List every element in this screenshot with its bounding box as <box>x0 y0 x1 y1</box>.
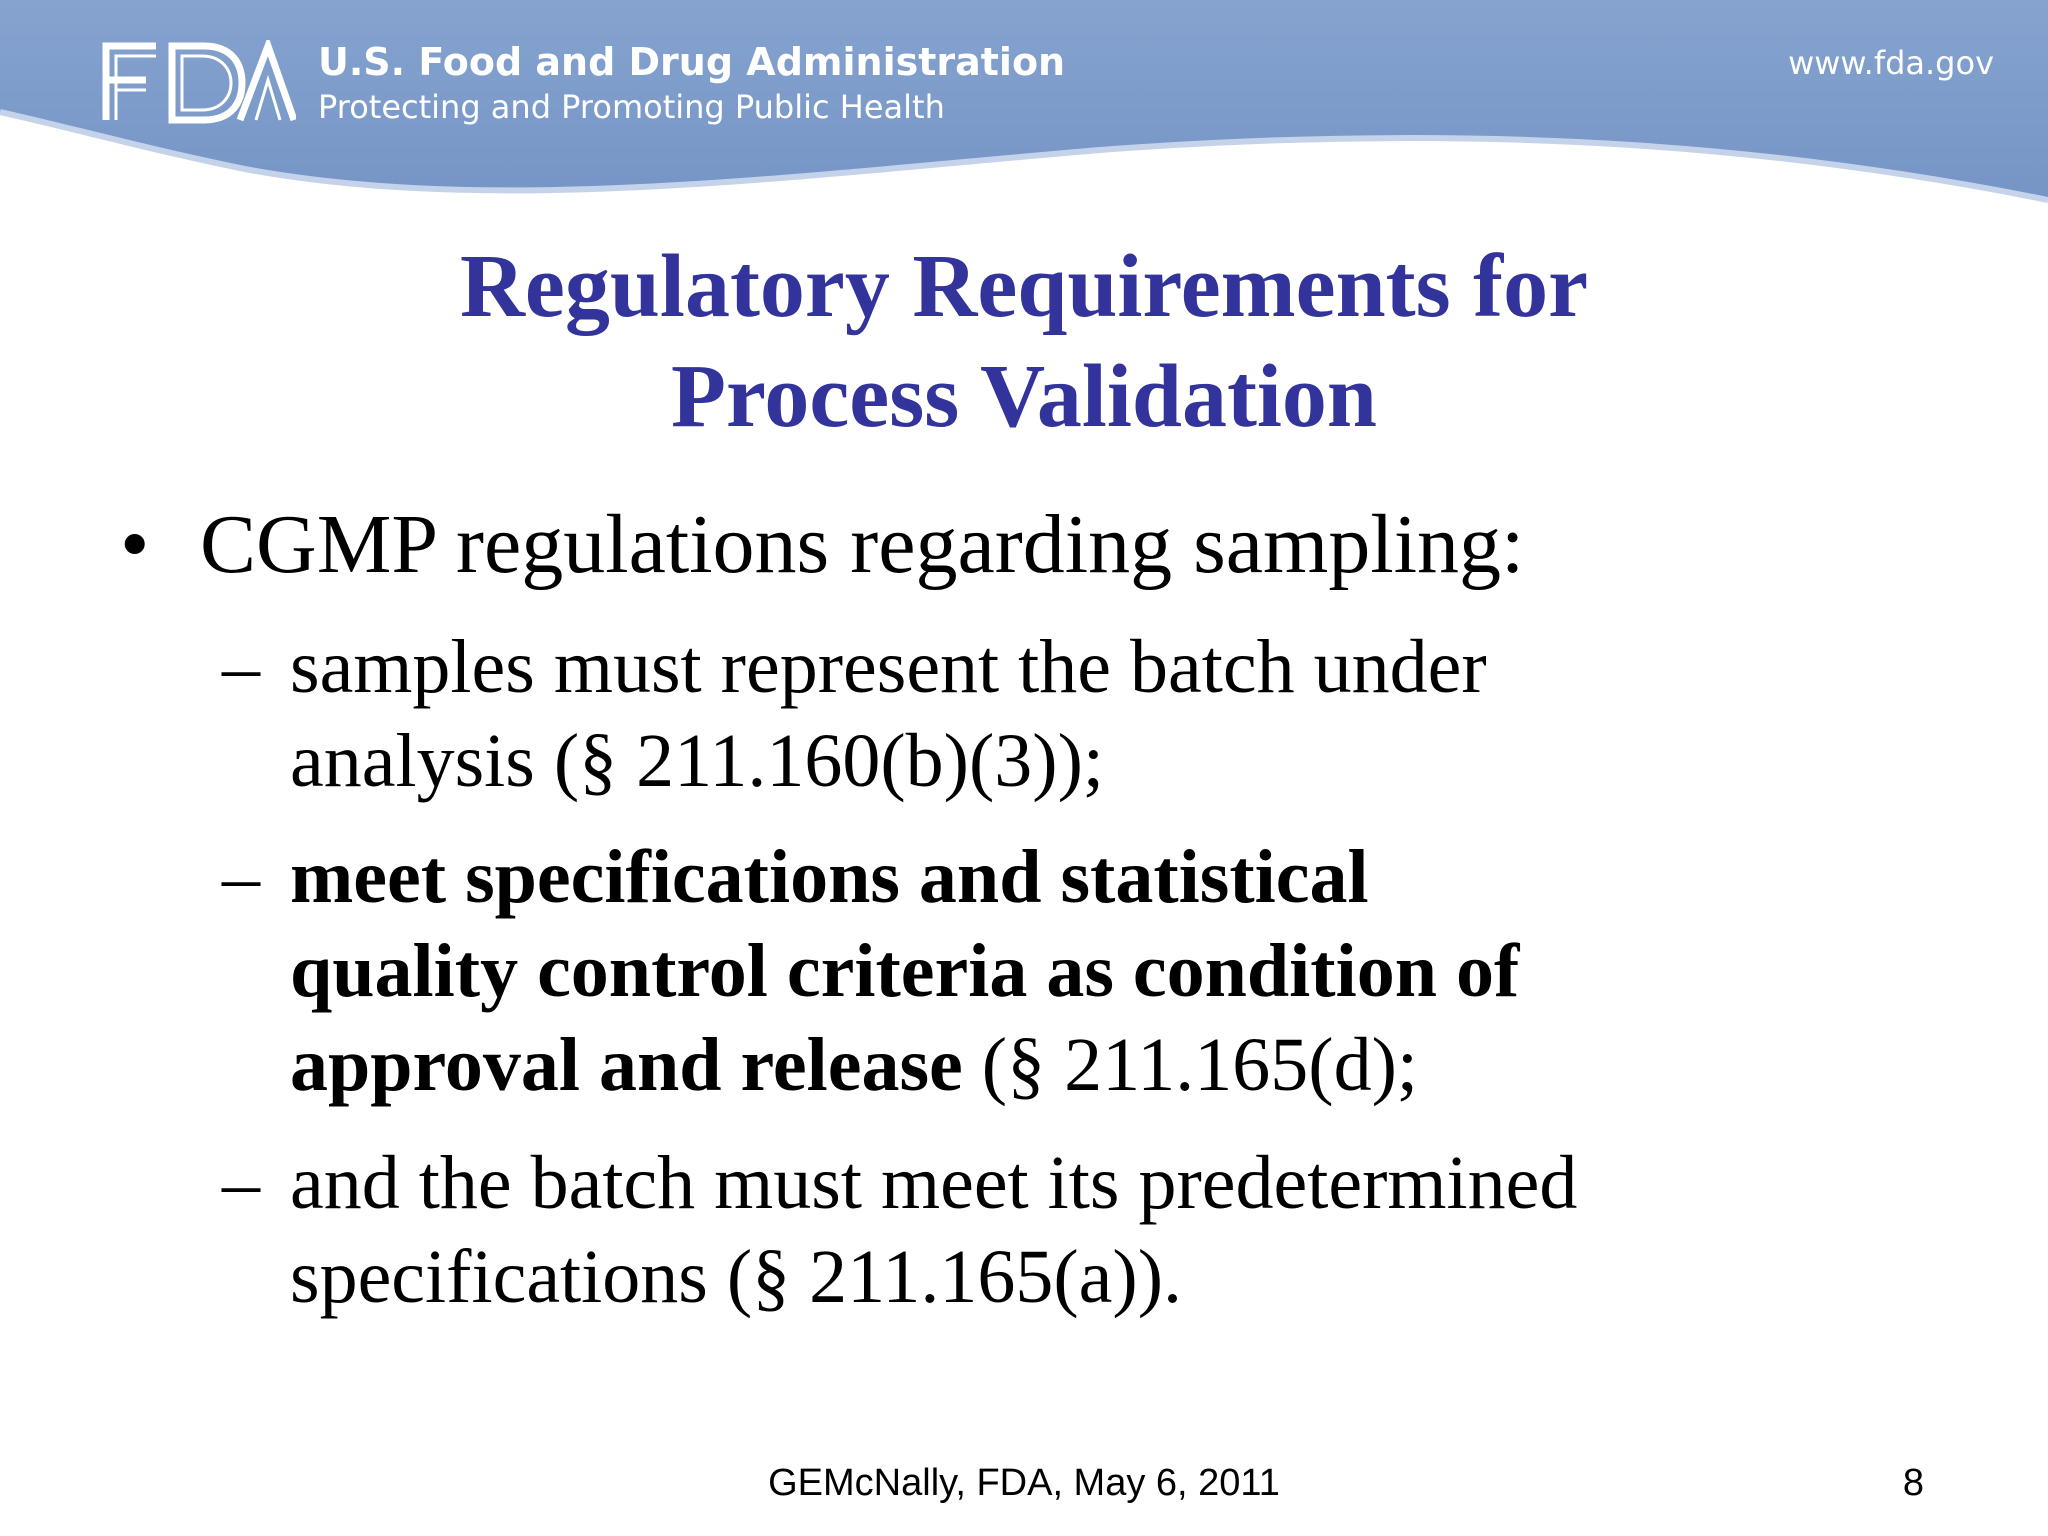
footer-text: GEMcNally, FDA, May 6, 2011 <box>768 1462 1280 1504</box>
sub-item-1-line1: samples must represent the batch under <box>290 625 1487 709</box>
agency-tagline: Protecting and Promoting Public Health <box>318 88 945 126</box>
main-bullet-text: CGMP regulations regarding sampling: <box>200 498 1525 591</box>
sub-item-3-line2: specifications (§ 211.165(a)). <box>290 1235 1182 1319</box>
bullet-marker: • <box>120 498 150 591</box>
header-band <box>0 0 2048 230</box>
slide-title <box>0 232 2048 452</box>
main-bullet <box>120 496 1524 593</box>
sub-item-2 <box>222 830 1962 1112</box>
page-number: 8 <box>1902 1462 1924 1504</box>
dash-marker: – <box>222 625 260 709</box>
site-url: www.fda.gov <box>1788 44 1994 82</box>
sub-item-3-line1: and the batch must meet its predetermined <box>290 1141 1578 1225</box>
sub-item-2-line1: meet specifications and statistical <box>290 835 1369 919</box>
dash-marker: – <box>222 1141 260 1225</box>
sub-item-1 <box>222 620 1962 808</box>
sub-item-2-line3-rest: (§ 211.165(d); <box>962 1023 1419 1107</box>
sub-item-2-line3 <box>290 1018 1962 1112</box>
dash-marker: – <box>222 835 260 919</box>
sub-item-1-line2: analysis (§ 211.160(b)(3)); <box>290 719 1104 803</box>
agency-name: U.S. Food and Drug Administration <box>318 40 1066 84</box>
fda-logo-icon <box>100 40 296 126</box>
sub-item-2-line2: quality control criteria as condition of <box>290 929 1520 1013</box>
slide-title-line2: Process Validation <box>671 347 1377 446</box>
sub-item-2-line3-bold: approval and release <box>290 1023 963 1107</box>
slide-title-line1: Regulatory Requirements for <box>459 237 1589 336</box>
sub-item-3 <box>222 1136 1962 1324</box>
